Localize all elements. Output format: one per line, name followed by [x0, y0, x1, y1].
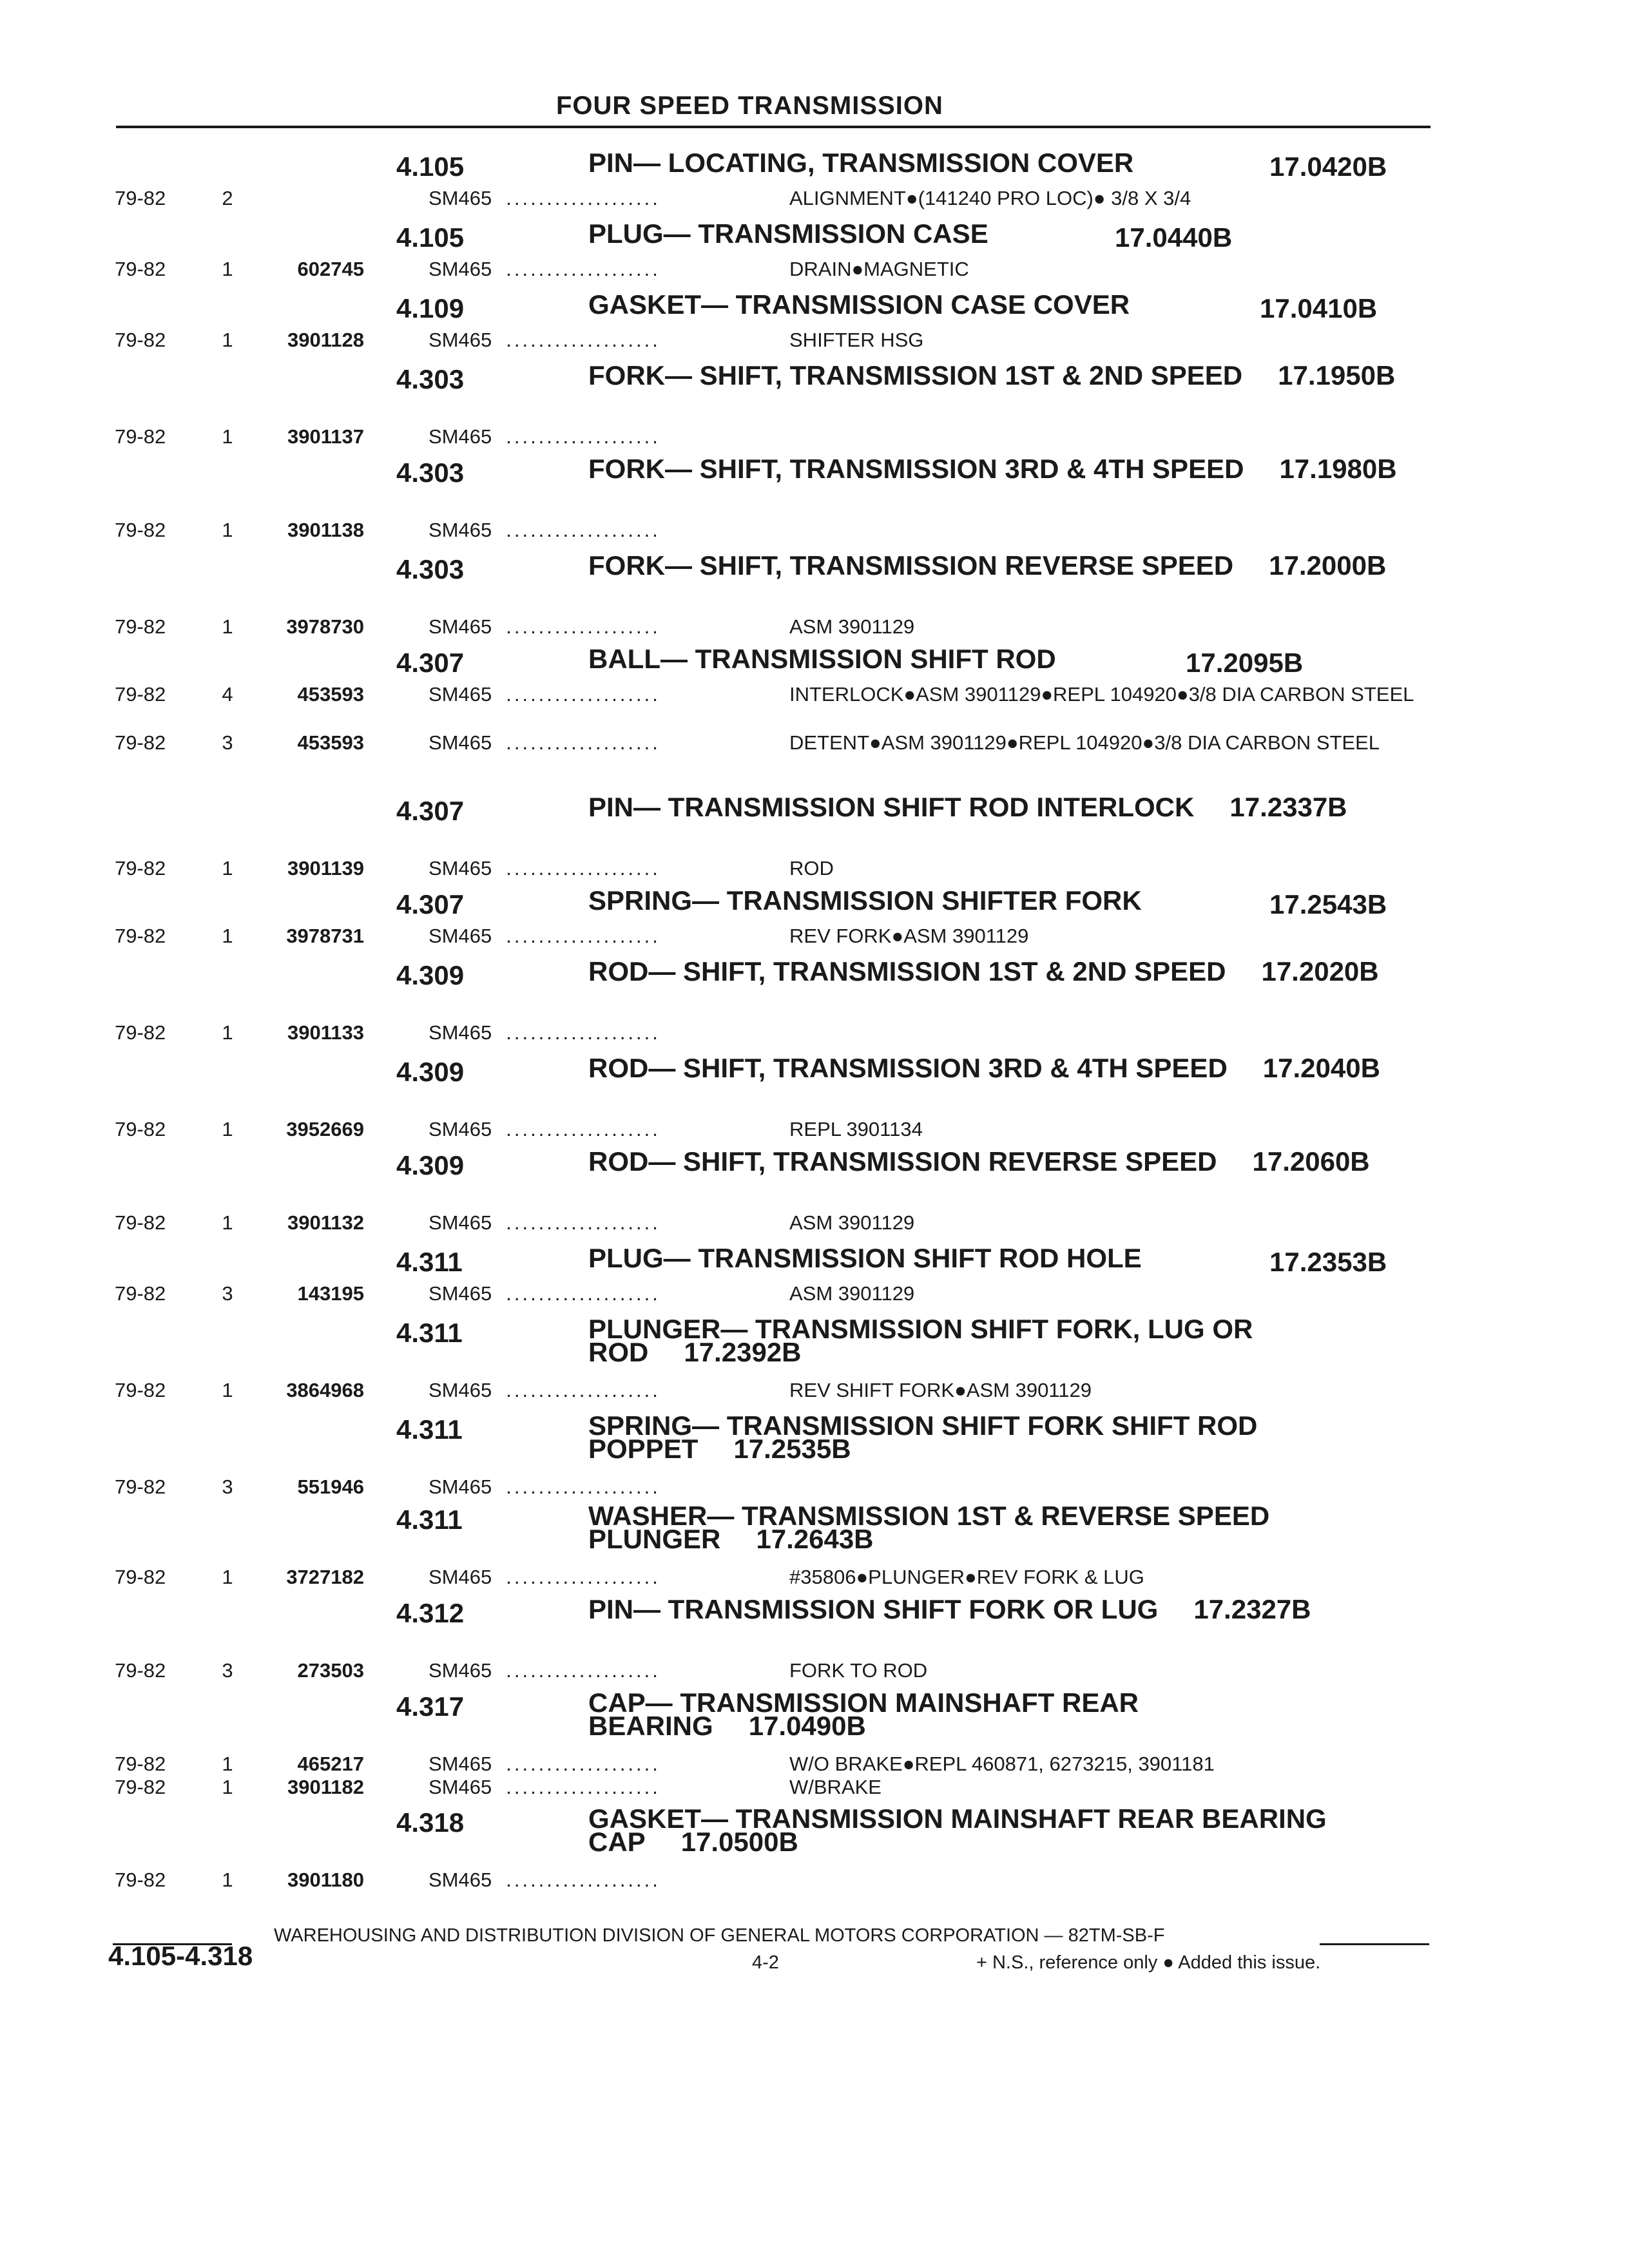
- model-years: 79-82: [115, 857, 166, 879]
- item-number: 4.303: [396, 364, 465, 394]
- dot-leader: ...................: [506, 1021, 660, 1044]
- item-description: [588, 360, 1400, 390]
- item-number: 4.309: [396, 960, 465, 990]
- quantity: 3: [222, 1659, 233, 1682]
- quantity: 1: [222, 519, 233, 541]
- quantity: 1: [222, 857, 233, 879]
- source-code: [429, 425, 660, 448]
- item-number: 4.312: [396, 1598, 465, 1628]
- part-number: 551946: [297, 1475, 364, 1498]
- dot-leader: ...................: [506, 1282, 660, 1305]
- model-years: 79-82: [115, 1566, 166, 1588]
- part-number: 3727182: [286, 1566, 364, 1588]
- item-code: 17.2353B: [1269, 1247, 1387, 1277]
- item-code: 17.2020B: [1261, 956, 1379, 986]
- source-code: [429, 187, 660, 210]
- source-model: SM465: [429, 329, 492, 351]
- item-note: SHIFTER HSG: [789, 329, 924, 351]
- model-years: 79-82: [115, 258, 166, 280]
- item-number: 4.318: [396, 1807, 465, 1838]
- item-name: ROD— SHIFT, TRANSMISSION 3RD & 4TH SPEED: [588, 1053, 1228, 1083]
- part-number: 143195: [297, 1282, 364, 1305]
- quantity: 1: [222, 1021, 233, 1044]
- page-title: FOUR SPEED TRANSMISSION: [556, 91, 943, 120]
- item-number: 4.311: [396, 1247, 463, 1277]
- item-name: PLUG— TRANSMISSION SHIFT ROD HOLE: [588, 1243, 1142, 1273]
- dot-leader: ...................: [506, 1659, 660, 1682]
- model-years: 79-82: [115, 615, 166, 638]
- footer-page-number: 4-2: [752, 1952, 779, 1973]
- item-number: 4.311: [396, 1504, 463, 1535]
- item-name: FORK— SHIFT, TRANSMISSION 1ST & 2ND SPEED: [588, 360, 1243, 390]
- part-number: 3978730: [286, 615, 364, 638]
- item-note: ALIGNMENT●(141240 PRO LOC)● 3/8 X 3/4: [789, 187, 1191, 209]
- dot-leader: ...................: [506, 519, 660, 541]
- item-description: [588, 1146, 1400, 1177]
- item-description: [588, 1501, 1400, 1554]
- source-code: [429, 1566, 660, 1589]
- source-model: SM465: [429, 1869, 492, 1891]
- model-years: 79-82: [115, 683, 166, 706]
- part-number: 3901180: [287, 1869, 364, 1891]
- dot-leader: ...................: [506, 731, 660, 754]
- item-note: ASM 3901129: [789, 615, 915, 638]
- quantity: 1: [222, 925, 233, 947]
- source-model: SM465: [429, 1379, 492, 1401]
- part-number: 3952669: [286, 1118, 364, 1140]
- source-model: SM465: [429, 1776, 492, 1798]
- item-note: W/O BRAKE●REPL 460871, 6273215, 3901181: [789, 1753, 1215, 1775]
- item-note: DRAIN●MAGNETIC: [789, 258, 969, 280]
- dot-leader: ...................: [506, 1869, 660, 1891]
- quantity: 1: [222, 258, 233, 280]
- source-code: [429, 925, 660, 948]
- item-name: BALL— TRANSMISSION SHIFT ROD: [588, 644, 1056, 674]
- part-number: 465217: [297, 1753, 364, 1775]
- item-note: #35806●PLUNGER●REV FORK & LUG: [789, 1566, 1144, 1588]
- item-number: 4.311: [396, 1318, 463, 1348]
- item-name: ROD— SHIFT, TRANSMISSION 1ST & 2ND SPEED: [588, 956, 1226, 986]
- item-note: ROD: [789, 857, 834, 879]
- dot-leader: ...................: [506, 187, 660, 209]
- dot-leader: ...................: [506, 425, 660, 448]
- source-code: [429, 1211, 660, 1235]
- source-code: [429, 1021, 660, 1044]
- quantity: 1: [222, 615, 233, 638]
- item-description: [588, 550, 1400, 581]
- footer-division: WAREHOUSING AND DISTRIBUTION DIVISION OF GENERAL MOTORS CORPORATION — 82TM-SB-F: [274, 1925, 1165, 1946]
- model-years: 79-82: [115, 1475, 166, 1498]
- source-model: SM465: [429, 615, 492, 638]
- part-number: 3864968: [286, 1379, 364, 1401]
- item-description: [588, 1410, 1400, 1464]
- dot-leader: ...................: [506, 1211, 660, 1234]
- item-code: 17.1950B: [1278, 360, 1396, 390]
- item-description: [588, 956, 1400, 986]
- item-note: ASM 3901129: [789, 1211, 915, 1234]
- item-name: FORK— SHIFT, TRANSMISSION 3RD & 4TH SPEED: [588, 454, 1244, 484]
- item-code: 17.0500B: [680, 1827, 798, 1857]
- part-number: 3901137: [287, 425, 364, 448]
- item-description: [588, 1314, 1400, 1367]
- item-note: FORK TO ROD: [789, 1659, 928, 1682]
- source-code: [429, 1475, 660, 1499]
- model-years: 79-82: [115, 1659, 166, 1682]
- part-number: 453593: [297, 731, 364, 754]
- model-years: 79-82: [115, 519, 166, 541]
- part-number: 602745: [297, 258, 364, 280]
- dot-leader: ...................: [506, 1566, 660, 1588]
- item-code: 17.1980B: [1279, 454, 1397, 484]
- source-code: [429, 615, 660, 639]
- header-rule: [116, 126, 1431, 128]
- model-years: 79-82: [115, 329, 166, 351]
- item-name: GASKET— TRANSMISSION CASE COVER: [588, 289, 1130, 320]
- dot-leader: ...................: [506, 1475, 660, 1498]
- part-number: 3901139: [287, 857, 364, 879]
- source-model: SM465: [429, 1753, 492, 1775]
- item-code: 17.0490B: [748, 1711, 866, 1741]
- item-note: INTERLOCK●ASM 3901129●REPL 104920●3/8 DIA CARBON STEEL: [789, 683, 1414, 706]
- source-code: [429, 329, 660, 352]
- source-code: [429, 1659, 660, 1682]
- quantity: 1: [222, 1118, 233, 1140]
- item-name: WASHER— TRANSMISSION 1ST & REVERSE SPEED PLUNGER: [588, 1501, 1270, 1554]
- item-note: REV SHIFT FORK●ASM 3901129: [789, 1379, 1092, 1401]
- item-name: PIN— TRANSMISSION SHIFT FORK OR LUG: [588, 1594, 1159, 1624]
- part-number: 3978731: [286, 925, 364, 947]
- item-number: 4.105: [396, 222, 465, 253]
- footer-range: 4.105-4.318: [108, 1941, 253, 1971]
- item-name: ROD— SHIFT, TRANSMISSION REVERSE SPEED: [588, 1146, 1217, 1177]
- model-years: 79-82: [115, 731, 166, 754]
- item-number: 4.105: [396, 151, 465, 182]
- item-code: 17.2000B: [1269, 550, 1387, 581]
- source-model: SM465: [429, 187, 492, 209]
- dot-leader: ...................: [506, 683, 660, 706]
- quantity: 1: [222, 329, 233, 351]
- quantity: 1: [222, 1776, 233, 1798]
- dot-leader: ...................: [506, 1118, 660, 1140]
- item-description: [588, 1803, 1400, 1857]
- source-code: [429, 731, 660, 754]
- item-note: REV FORK●ASM 3901129: [789, 925, 1029, 947]
- item-number: 4.311: [396, 1414, 463, 1445]
- item-number: 4.309: [396, 1057, 465, 1087]
- source-model: SM465: [429, 1566, 492, 1588]
- item-name: PIN— LOCATING, TRANSMISSION COVER: [588, 148, 1134, 178]
- dot-leader: ...................: [506, 258, 660, 280]
- source-model: SM465: [429, 731, 492, 754]
- dot-leader: ...................: [506, 1753, 660, 1775]
- model-years: 79-82: [115, 1282, 166, 1305]
- part-number: 453593: [297, 683, 364, 706]
- source-model: SM465: [429, 1118, 492, 1140]
- item-code: 17.2392B: [684, 1337, 802, 1367]
- item-description: [588, 1053, 1400, 1083]
- item-number: 4.307: [396, 889, 465, 919]
- item-name: SPRING— TRANSMISSION SHIFT FORK SHIFT ROD POPPET: [588, 1410, 1258, 1464]
- source-code: [429, 1379, 660, 1402]
- item-code: 17.2535B: [733, 1434, 851, 1464]
- item-description: [588, 1687, 1400, 1741]
- source-code: [429, 1118, 660, 1141]
- item-note: DETENT●ASM 3901129●REPL 104920●3/8 DIA CARBON STEEL: [789, 731, 1380, 754]
- source-code: [429, 519, 660, 542]
- quantity: 3: [222, 1475, 233, 1498]
- item-description: [588, 218, 1400, 249]
- source-code: [429, 857, 660, 880]
- source-model: SM465: [429, 1282, 492, 1305]
- item-name: PLUG— TRANSMISSION CASE: [588, 218, 988, 249]
- item-code: 17.0420B: [1269, 151, 1387, 182]
- quantity: 1: [222, 1211, 233, 1234]
- item-number: 4.303: [396, 554, 465, 584]
- part-number: 3901138: [287, 519, 364, 541]
- quantity: 1: [222, 1566, 233, 1588]
- dot-leader: ...................: [506, 615, 660, 638]
- model-years: 79-82: [115, 425, 166, 448]
- item-note: ASM 3901129: [789, 1282, 915, 1305]
- dot-leader: ...................: [506, 329, 660, 351]
- source-code: [429, 1753, 660, 1776]
- item-number: 4.303: [396, 457, 465, 488]
- item-code: 17.2643B: [756, 1524, 874, 1554]
- model-years: 79-82: [115, 1021, 166, 1044]
- dot-leader: ...................: [506, 857, 660, 879]
- model-years: 79-82: [115, 925, 166, 947]
- part-number: 3901132: [287, 1211, 364, 1234]
- model-years: 79-82: [115, 187, 166, 209]
- source-code: [429, 258, 660, 281]
- quantity: 1: [222, 1379, 233, 1401]
- dot-leader: ...................: [506, 925, 660, 947]
- item-number: 4.307: [396, 648, 465, 678]
- footer-legend: + N.S., reference only ● Added this issue.: [976, 1952, 1321, 1973]
- quantity: 3: [222, 1282, 233, 1305]
- item-note: REPL 3901134: [789, 1118, 923, 1140]
- dot-leader: ...................: [506, 1776, 660, 1798]
- source-model: SM465: [429, 519, 492, 541]
- model-years: 79-82: [115, 1869, 166, 1891]
- item-name: FORK— SHIFT, TRANSMISSION REVERSE SPEED: [588, 550, 1234, 581]
- source-model: SM465: [429, 857, 492, 879]
- source-code: [429, 1869, 660, 1892]
- item-name: GASKET— TRANSMISSION MAINSHAFT REAR BEARING CAP: [588, 1803, 1327, 1857]
- item-name: PLUNGER— TRANSMISSION SHIFT FORK, LUG OR ROD: [588, 1314, 1253, 1367]
- item-description: [588, 454, 1400, 484]
- source-model: SM465: [429, 925, 492, 947]
- quantity: 1: [222, 425, 233, 448]
- item-code: 17.2337B: [1229, 792, 1347, 822]
- quantity: 2: [222, 187, 233, 209]
- model-years: 79-82: [115, 1118, 166, 1140]
- item-code: 17.0440B: [1115, 222, 1233, 253]
- part-number: 3901182: [287, 1776, 364, 1798]
- item-number: 4.317: [396, 1691, 465, 1722]
- source-model: SM465: [429, 258, 492, 280]
- dot-leader: ...................: [506, 1379, 660, 1401]
- item-name: SPRING— TRANSMISSION SHIFTER FORK: [588, 885, 1142, 916]
- source-model: SM465: [429, 425, 492, 448]
- item-note: W/BRAKE: [789, 1776, 882, 1798]
- model-years: 79-82: [115, 1379, 166, 1401]
- source-code: [429, 1282, 660, 1305]
- source-code: [429, 1776, 660, 1799]
- model-years: 79-82: [115, 1753, 166, 1775]
- source-code: [429, 683, 660, 706]
- item-name: PIN— TRANSMISSION SHIFT ROD INTERLOCK: [588, 792, 1195, 822]
- item-number: 4.309: [396, 1150, 465, 1180]
- source-model: SM465: [429, 1211, 492, 1234]
- item-number: 4.109: [396, 293, 465, 323]
- item-code: 17.2327B: [1193, 1594, 1311, 1624]
- part-number: 273503: [297, 1659, 364, 1682]
- item-description: [588, 1594, 1400, 1624]
- item-code: 17.2095B: [1186, 648, 1304, 678]
- model-years: 79-82: [115, 1211, 166, 1234]
- item-code: 17.2543B: [1269, 889, 1387, 919]
- model-years: 79-82: [115, 1776, 166, 1798]
- item-name: CAP— TRANSMISSION MAINSHAFT REAR BEARING: [588, 1687, 1139, 1741]
- item-code: 17.0410B: [1260, 293, 1378, 323]
- quantity: 3: [222, 731, 233, 754]
- source-model: SM465: [429, 1021, 492, 1044]
- item-description: [588, 792, 1400, 822]
- source-model: SM465: [429, 683, 492, 706]
- source-model: SM465: [429, 1659, 492, 1682]
- quantity: 4: [222, 683, 233, 706]
- item-code: 17.2040B: [1262, 1053, 1380, 1083]
- item-number: 4.307: [396, 796, 465, 826]
- quantity: 1: [222, 1753, 233, 1775]
- part-number: 3901133: [287, 1021, 364, 1044]
- quantity: 1: [222, 1869, 233, 1891]
- source-model: SM465: [429, 1475, 492, 1498]
- footer-rule-right: [1320, 1943, 1429, 1945]
- part-number: 3901128: [287, 329, 364, 351]
- item-code: 17.2060B: [1252, 1146, 1370, 1177]
